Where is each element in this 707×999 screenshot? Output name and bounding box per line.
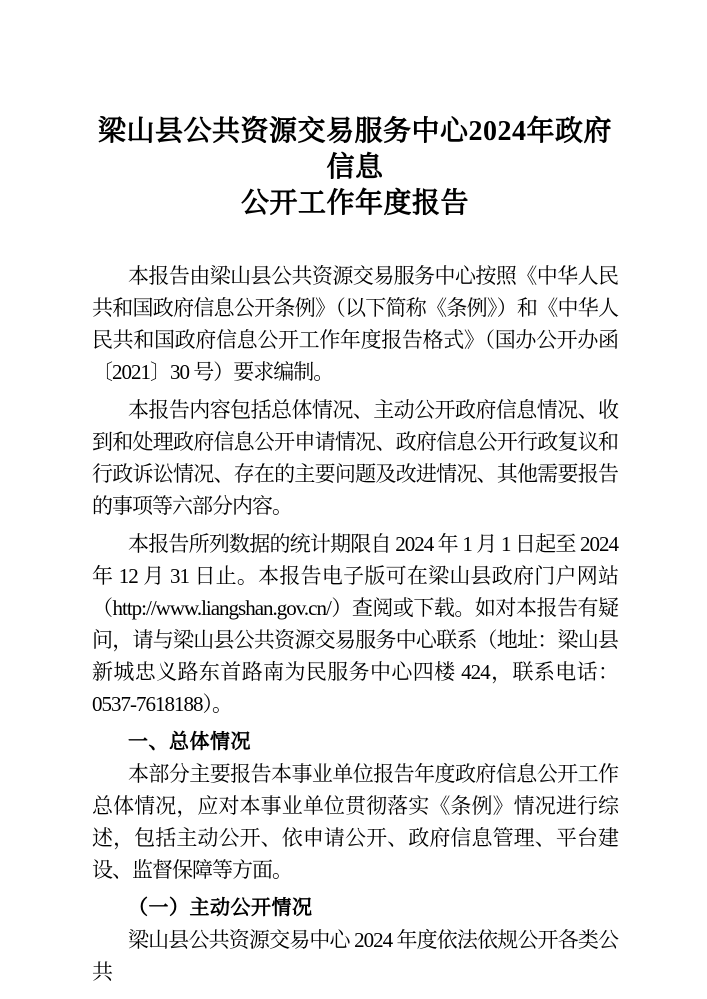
document-title bbox=[92, 114, 618, 222]
paragraph-data-period-and-contact: 本报告所列数据的统计期限自 2024 年 1 月 1 日起至 2024 年 12 月 31 日止。本报告电子版可在梁山县政府门户网站（http://www.liangshan.gov.cn/）查阅或下载。如对本报告有疑问，请与梁山县公共资源交易服务中心联系（地址：梁山县新城忠义路东首路南为民服务中心四楼 424，联系电话：0537-7618188）。 bbox=[92, 532, 618, 716]
paragraph-proactive-disclosure: 梁山县公共资源交易中心 2024 年度依法依规公开各类公共 bbox=[92, 928, 618, 984]
document-body bbox=[92, 260, 618, 988]
document-title-line-1: 梁山县公共资源交易服务中心2024年政府信息 bbox=[97, 116, 612, 183]
paragraph-contents-overview: 本报告内容包括总体情况、主动公开政府信息情况、收到和处理政府信息公开申请情况、政府信息公开行政复议和行政诉讼情况、存在的主要问题及改进情况、其他需要报告的事项等六部分内容。 bbox=[92, 398, 618, 518]
paragraph-overall-situation-intro: 本部分主要报告本事业单位报告年度政府信息公开工作总体情况，应对本事业单位贯彻落实《条例》情况进行综述，包括主动公开、依申请公开、政府信息管理、平台建设、监督保障等方面。 bbox=[92, 762, 618, 882]
section-heading-overall-situation: 一、总体情况 bbox=[128, 731, 251, 753]
document-title-line-2: 公开工作年度报告 bbox=[240, 188, 469, 219]
section-heading-proactive-disclosure: （一）主动公开情况 bbox=[128, 897, 313, 919]
paragraph-intro-basis: 本报告由梁山县公共资源交易服务中心按照《中华人民共和国政府信息公开条例》（以下简称《条例》）和《中华人民共和国政府信息公开工作年度报告格式》（国办公开办函〔2021〕30 号）要求编制。 bbox=[92, 264, 618, 384]
